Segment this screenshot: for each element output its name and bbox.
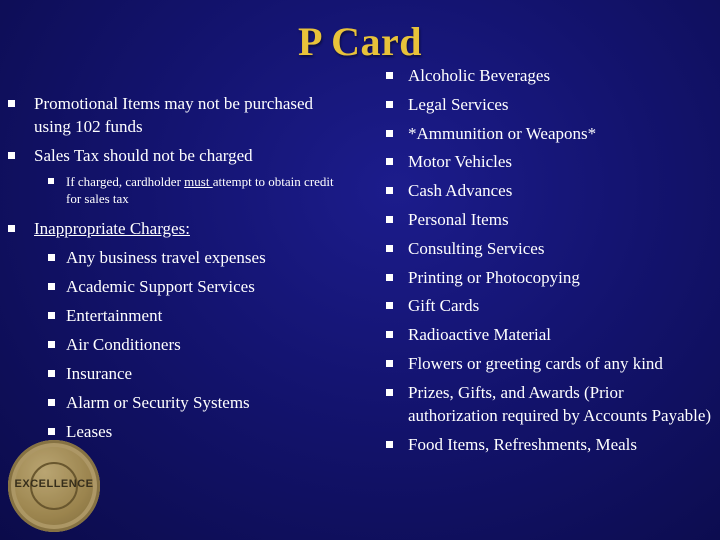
square-bullet-icon [386, 72, 393, 79]
sub-list-item [8, 362, 348, 385]
list-item-text: Air Conditioners [66, 335, 181, 354]
square-bullet-icon [386, 130, 393, 137]
sub-note-before: If charged, cardholder [66, 174, 185, 189]
square-bullet-icon [48, 178, 54, 184]
list-item [386, 64, 716, 87]
sub-note-after: attempt to obtain credit for sales tax [66, 174, 334, 206]
sub-list-item [8, 173, 348, 207]
square-bullet-icon [386, 389, 393, 396]
sub-note-emphasis: must [184, 174, 213, 189]
square-bullet-icon [386, 441, 393, 448]
square-bullet-icon [386, 331, 393, 338]
list-item-text: Cash Advances [408, 181, 513, 201]
list-item [8, 144, 348, 167]
square-bullet-icon [8, 152, 15, 159]
square-bullet-icon [48, 428, 55, 435]
list-item-text: Gift Cards [408, 296, 480, 316]
left-bullet-list [8, 92, 348, 449]
square-bullet-icon [48, 370, 55, 377]
list-item-text: Radioactive Material [408, 325, 552, 345]
list-item-text: Insurance [66, 364, 133, 383]
list-item [386, 352, 716, 375]
square-bullet-icon [386, 101, 393, 108]
list-item [386, 208, 716, 231]
square-bullet-icon [48, 254, 55, 261]
right-bullet-list [386, 64, 716, 461]
sub-list-item [8, 333, 348, 356]
square-bullet-icon [48, 399, 55, 406]
square-bullet-icon [386, 245, 393, 252]
university-seal-logo [8, 440, 100, 532]
list-item-text: *Ammunition or Weapons* [408, 123, 597, 143]
section-heading: Inappropriate Charges: [34, 219, 190, 238]
square-bullet-icon [386, 187, 393, 194]
square-bullet-icon [8, 225, 15, 232]
list-item [386, 93, 716, 116]
list-item-text: Consulting Services [408, 238, 545, 258]
list-item [386, 323, 716, 346]
square-bullet-icon [386, 158, 393, 165]
sub-list-item [8, 304, 348, 327]
list-item [386, 122, 716, 145]
sub-list-item [8, 391, 348, 414]
list-item [386, 294, 716, 317]
square-bullet-icon [386, 360, 393, 367]
list-item-text: Legal Services [408, 94, 509, 114]
list-item [8, 217, 348, 240]
square-bullet-icon [8, 100, 15, 107]
sub-list-item [8, 275, 348, 298]
square-bullet-icon [386, 216, 393, 223]
list-item [386, 237, 716, 260]
list-item-text: Flowers or greeting cards of any kind [408, 353, 663, 373]
square-bullet-icon [386, 302, 393, 309]
list-item-text: Alarm or Security Systems [66, 393, 250, 412]
list-item [8, 92, 348, 138]
list-item-text: Motor Vehicles [408, 152, 513, 172]
seal-excellence-text: EXCELLENCE [14, 478, 94, 490]
list-item-text: Any business travel expenses [66, 248, 266, 267]
list-item [386, 381, 716, 427]
square-bullet-icon [48, 283, 55, 290]
list-item [386, 266, 716, 289]
list-item-text: Entertainment [66, 306, 163, 325]
sub-list-item [8, 246, 348, 269]
list-item [386, 179, 716, 202]
slide-title: P Card [297, 19, 423, 64]
list-item-text: Personal Items [408, 209, 509, 229]
list-item-text: Promotional Items may not be purchased using 102 funds [34, 94, 314, 136]
list-item-text: Printing or Photocopying [408, 267, 580, 287]
list-item-text: Prizes, Gifts, and Awards (Prior authorization required by Accounts Payable) [408, 382, 712, 425]
square-bullet-icon [48, 312, 55, 319]
square-bullet-icon [386, 274, 393, 281]
list-item-text: Food Items, Refreshments, Meals [408, 434, 637, 454]
square-bullet-icon [48, 341, 55, 348]
list-item [386, 150, 716, 173]
list-item-text: Academic Support Services [66, 277, 255, 296]
list-item-text: Leases [66, 422, 113, 441]
list-item-text: Alcoholic Beverages [408, 66, 551, 85]
list-item-text: Sales Tax should not be charged [34, 146, 253, 165]
list-item [386, 433, 716, 456]
